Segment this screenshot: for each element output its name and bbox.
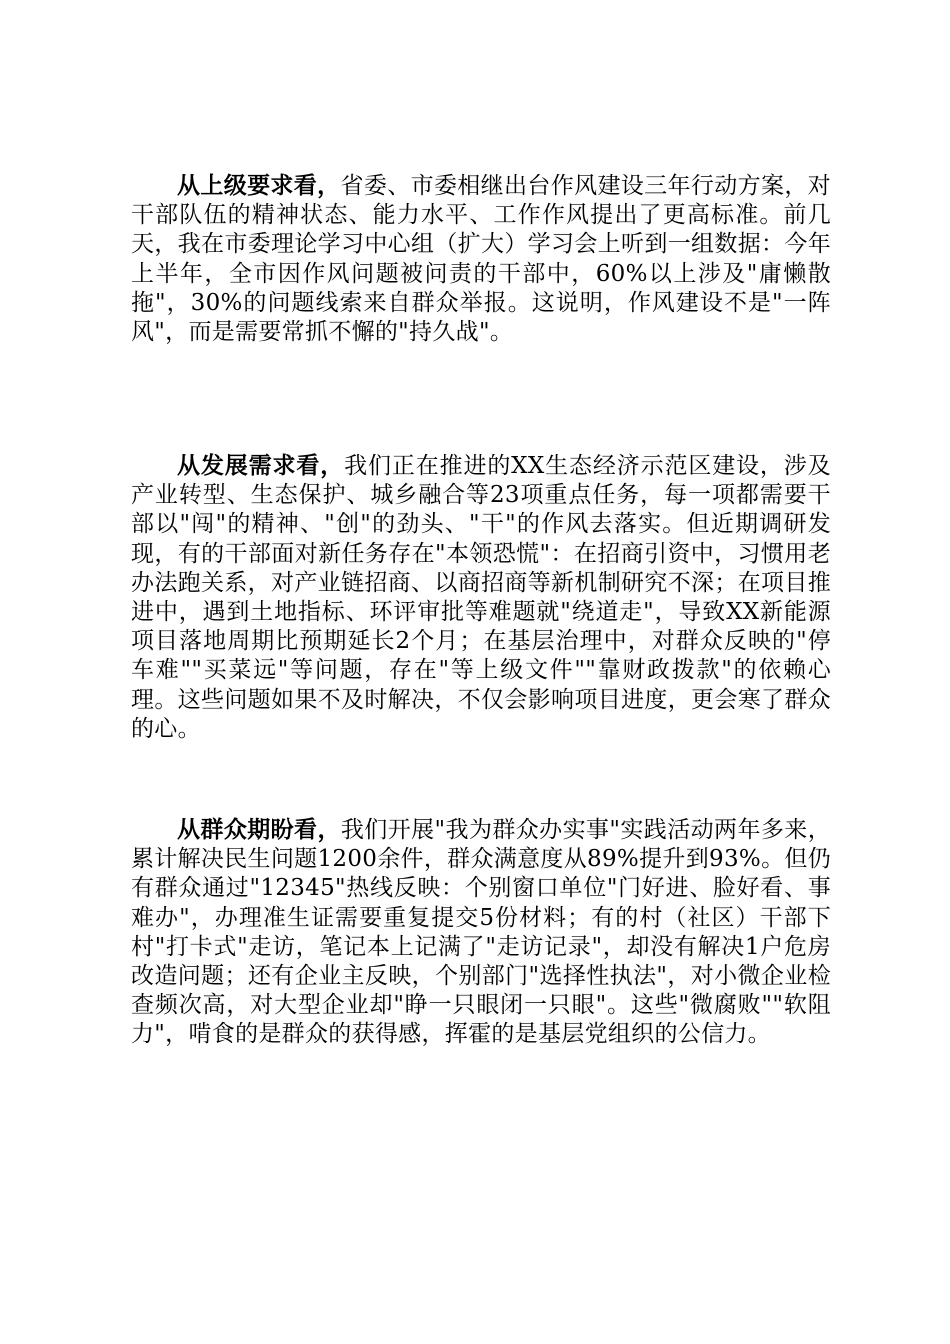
paragraph-development-needs [131,451,831,744]
paragraph-superior-requirements [131,171,831,347]
paragraph-lead: 从上级要求看， [177,172,341,199]
paragraph-body: 我们正在推进的XX生态经济示范区建设，涉及产业转型、生态保护、城乡融合等23项重点任务，每一项都需要干部以"闯"的精神、"创"的劲头、"干"的作风去落实。但近期调研发现，有的干部面对新任务存在"本领恐慌"：在招商引资中，习惯用老办法跑关系，对产业链招商、以商招商等新机制研究不深；在项目推进中，遇到土地指标、环评审批等难题就"绕道走"，导致XX新能源项目落地周期比预期延长2个月；在基层治理中，对群众反映的"停车难""买菜远"等问题，存在"等上级文件""靠财政拨款"的依赖心理。这些问题如果不及时解决，不仅会影响项目进度，更会寒了群众的心。 [131,453,831,742]
paragraph-lead: 从群众期盼看， [177,816,341,843]
paragraph-body: 省委、市委相继出台作风建设三年行动方案，对干部队伍的精神状态、能力水平、工作作风提出了更高标准。前几天，我在市委理论学习中心组（扩大）学习会上听到一组数据：今年上半年，全市因作风问题被问责的干部中，60%以上涉及"庸懒散拖"，30%的问题线索来自群众举报。这说明，作风建设不是"一阵风"，而是需要常抓不懈的"持久战"。 [131,173,831,346]
paragraph-body: 我们开展"我为群众办实事"实践活动两年多来，累计解决民生问题1200余件，群众满意度从89%提升到93%。但仍有群众通过"12345"热线反映：个别窗口单位"门好进、脸好看、事难办"，办理准生证需要重复提交5份材料；有的村（社区）干部下村"打卡式"走访，笔记本上记满了"走访记录"，却没有解决1户危房改造问题；还有企业主反映，个别部门"选择性执法"，对小微企业检查频次高，对大型企业却"睁一只眼闭一只眼"。这些"微腐败""软阻力"，啃食的是群众的获得感，挥霍的是基层党组织的公信力。 [131,817,831,1048]
paragraph-public-expectations [131,815,831,1050]
paragraph-lead: 从发展需求看， [177,452,345,479]
